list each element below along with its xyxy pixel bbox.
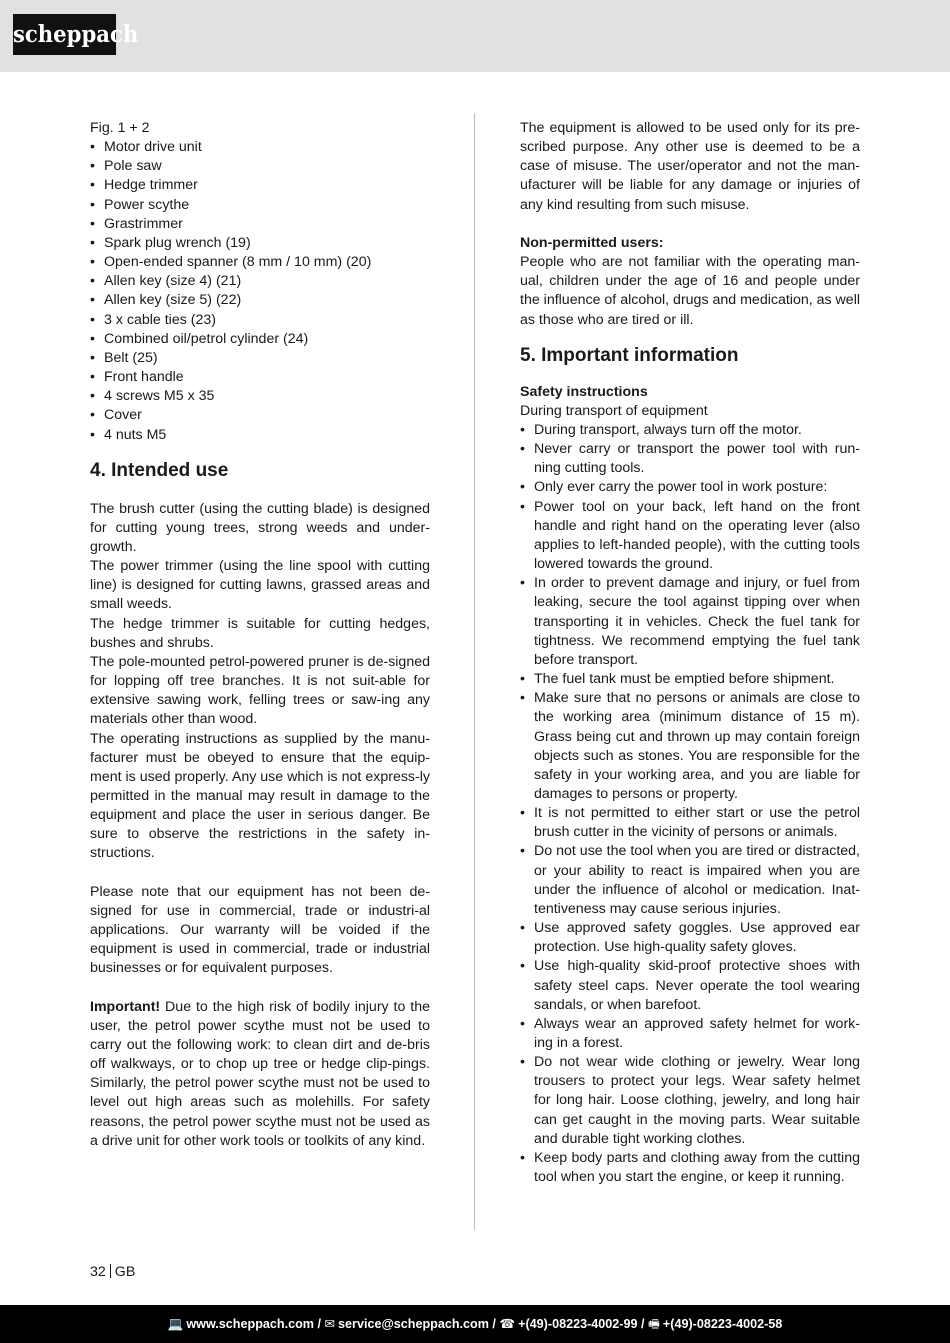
list-item: • Never carry or transport the power tool with run-ning cutting tools. xyxy=(520,440,860,478)
list-item: • 4 screws M5 x 35 xyxy=(90,387,430,406)
language-code: GB xyxy=(114,1264,136,1280)
safety-instructions-heading: Safety instructions xyxy=(520,383,648,400)
list-item: • Allen key (size 5) (22) xyxy=(90,291,430,310)
list-item: • Cover xyxy=(90,406,430,425)
section-heading-important-information: 5. Important information xyxy=(520,344,739,366)
list-item: • 3 x cable ties (23) xyxy=(90,311,430,330)
mail-icon: ✉ xyxy=(324,1317,336,1331)
important-paragraph xyxy=(90,998,430,1151)
footer-fax: +(49)-08223-4002-58 xyxy=(662,1317,783,1331)
left-column xyxy=(90,119,430,1151)
fax-icon: 🖷 xyxy=(648,1317,660,1331)
page-footer xyxy=(0,1305,950,1343)
list-item: • Front handle xyxy=(90,368,430,387)
brand-logo: scheppach xyxy=(13,14,116,55)
intended-use-paragraph: The power trimmer (using the line spool with cutting line) is designed for cutting lawns, grassed areas and small weeds. xyxy=(90,558,430,613)
footer-phone: +(49)-08223-4002-99 xyxy=(518,1317,638,1331)
footer-separator: / xyxy=(637,1317,649,1331)
footer-separator: / xyxy=(488,1317,500,1331)
intended-use-paragraph: The pole-mounted petrol-powered pruner is de-signed for lopping off tree branches. It is not suit-able for extensive sawing work, felling trees or saw-ing any materials other than wood. xyxy=(90,653,430,728)
important-label: Important! xyxy=(90,998,161,1015)
computer-icon: 💻 xyxy=(167,1317,184,1331)
list-item: • Grastrimmer xyxy=(90,215,430,234)
intended-use-paragraph: The hedge trimmer is suitable for cutting hedges, bushes and shrubs. xyxy=(90,615,430,651)
list-item: • Combined oil/petrol cylinder (24) xyxy=(90,330,430,349)
list-item: • Make sure that no persons or animals are close to the working area (minimum distance of 15 m). Grass being cut and thrown up may contain foreign objects such as stones. You are responsible for the safety in your working area, and you are liable for damages to persons or property. xyxy=(520,689,860,804)
list-item: • Do not wear wide clothing or jewelry. Wear long trousers to protect your legs. Wear safety helmet for long hair. Loose clothing, jewelry, and long hair can get caught in the moving parts. Wear suitable and durable tight working clothes. xyxy=(520,1053,860,1149)
list-item: • Belt (25) xyxy=(90,349,430,368)
commercial-note-paragraph: Please note that our equipment has not been de-signed for use in commercial, trade or industri-al applications. Our warranty will be voided if the equipment is used in commercial, trade or industrial businesses or for equivalent purposes. xyxy=(90,883,430,977)
list-item: • 4 nuts M5 xyxy=(90,426,430,445)
list-item: • Spark plug wrench (19) xyxy=(90,234,430,253)
intended-use-paragraph: The brush cutter (using the cutting blade) is designed for cutting young trees, strong weeds and under-growth. xyxy=(90,500,430,555)
page-number-value: 32 xyxy=(90,1264,106,1280)
list-item: • Allen key (size 4) (21) xyxy=(90,272,430,291)
list-item: • Use approved safety goggles. Use approved ear protection. Use high-quality safety gloves. xyxy=(520,919,860,957)
fig-caption: Fig. 1 + 2 xyxy=(90,120,150,136)
right-column xyxy=(520,119,860,1187)
list-item: • In order to prevent damage and injury, or fuel from leaking, secure the tool against tipping over when transporting it in vehicles. Check the fuel tank for tightness. We recommend emptying the fuel tank before transport. xyxy=(520,574,860,670)
list-item: • Do not use the tool when you are tired or distracted, or your ability to react is impaired when you are under the influence of alcohol or medication. Inat-tentiveness may cause serious injuries. xyxy=(520,842,860,919)
phone-icon: ☎ xyxy=(499,1317,516,1331)
important-text: Due to the high risk of bodily injury to the user, the petrol power scythe must not be used to carry out the following work: to clean dirt and de-bris off walkways, or to chop up tree or hedge clip-pings. Similarly, the petrol power scythe must not be used to level out high areas such as molehills. For safety reasons, the petrol power scythe must not be used as a drive unit for other work tools or toolkits of any kind. xyxy=(90,998,430,1149)
list-item: • Power scythe xyxy=(90,196,430,215)
list-item: • Keep body parts and clothing away from the cutting tool when you start the engine, or keep it running. xyxy=(520,1149,860,1187)
footer-website[interactable]: www.scheppach.com xyxy=(186,1317,314,1331)
list-item: • Open-ended spanner (8 mm / 10 mm) (20) xyxy=(90,253,430,272)
list-item: • Motor drive unit xyxy=(90,138,430,157)
safety-list xyxy=(520,421,860,1187)
page-number xyxy=(90,1264,135,1280)
non-permitted-paragraph: People who are not familiar with the operating man-ual, children under the age of 16 and people under the influence of alcohol, drugs and medication, as well as those who are tired or ill. xyxy=(520,254,860,328)
list-item: • During transport, always turn off the motor. xyxy=(520,421,860,440)
intended-use-paragraph: The operating instructions as supplied by the manu-facturer must be obeyed to ensure that the equip-ment is used properly. Any use which is not express-ly permitted in the manual may result in damage to the equipment and place the user in serious danger. Be sure to observe the restrictions in the safety in-structions. xyxy=(90,730,430,862)
footer-email[interactable]: service@scheppach.com xyxy=(338,1317,489,1331)
list-item: • Use high-quality skid-proof protective shoes with safety steel caps. Never operate the tool wearing sandals, or when barefoot. xyxy=(520,957,860,1014)
column-divider xyxy=(474,113,475,1230)
list-item: • Hedge trimmer xyxy=(90,176,430,195)
list-item: • Only ever carry the power tool in work posture: xyxy=(520,478,860,497)
list-item: • It is not permitted to either start or use the petrol brush cutter in the vicinity of persons or animals. xyxy=(520,804,860,842)
parts-list xyxy=(90,138,430,445)
list-item: • Pole saw xyxy=(90,157,430,176)
transport-intro: During transport of equipment xyxy=(520,402,708,419)
misuse-paragraph: The equipment is allowed to be used only for its pre-scribed purpose. Any other use is deemed to be a case of misuse. The user/operator and not the man-ufacturer will be liable for any damage or injuries of any kind resulting from such misuse. xyxy=(520,120,860,213)
list-item: • The fuel tank must be emptied before shipment. xyxy=(520,670,860,689)
list-item: • Power tool on your back, left hand on the front handle and right hand on the operating lever (also applies to left-handed people), with the cutting tools lowered towards the ground. xyxy=(520,498,860,575)
footer-separator: / xyxy=(313,1317,325,1331)
non-permitted-heading: Non-permitted users: xyxy=(520,234,664,251)
section-heading-intended-use: 4. Intended use xyxy=(90,459,229,481)
list-item: • Always wear an approved safety helmet for work-ing in a forest. xyxy=(520,1015,860,1053)
page-header xyxy=(0,0,950,72)
